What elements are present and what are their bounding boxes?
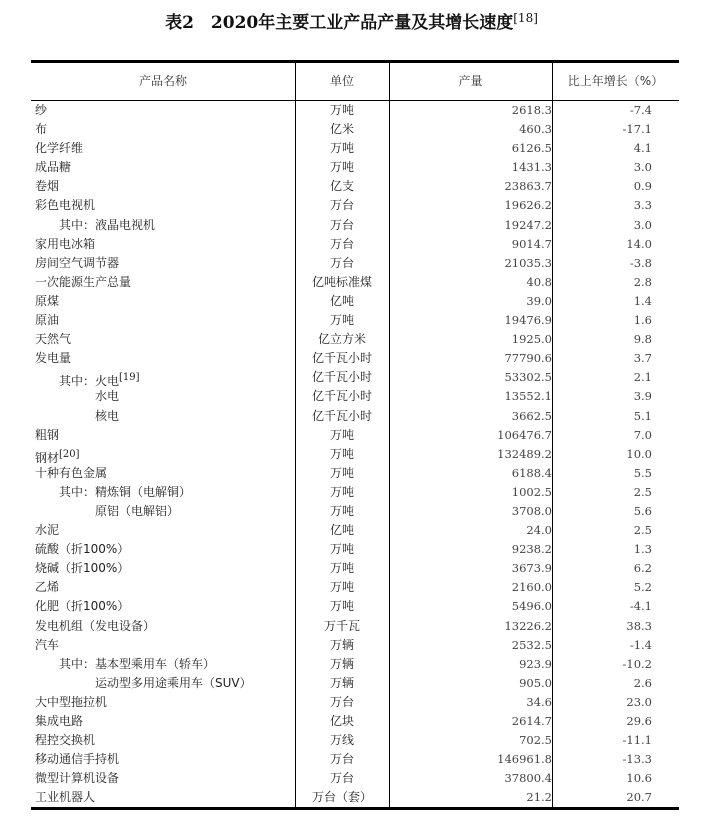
output-cell: 21035.3	[504, 255, 552, 270]
growth-cell: 2.1	[633, 370, 652, 385]
unit-cell: 万吨	[329, 542, 354, 557]
table-row	[31, 540, 679, 559]
product-name-cell	[35, 311, 59, 330]
product-name: 运动型多用途乘用车（SUV）	[95, 675, 252, 690]
output-cell: 6126.5	[511, 141, 552, 156]
output-cell: 2532.5	[511, 637, 552, 652]
growth-cell: -4.1	[629, 599, 652, 614]
unit-cell: 万吨	[329, 160, 354, 175]
table-row	[31, 674, 679, 693]
product-name-cell	[35, 426, 59, 445]
table-header	[31, 63, 679, 101]
growth-cell: -1.4	[629, 637, 652, 652]
growth-cell: 3.3	[633, 198, 652, 213]
product-name-cell	[95, 387, 119, 406]
product-name-cell	[35, 788, 95, 807]
growth-cell: -3.8	[629, 255, 652, 270]
growth-cell: 38.3	[626, 618, 652, 633]
product-name: 程控交换机	[35, 733, 96, 748]
unit-cell: 万台	[329, 236, 354, 251]
table-bottom-rule	[31, 807, 679, 810]
unit-cell: 万台（套）	[311, 790, 372, 805]
growth-cell: 4.1	[633, 141, 652, 156]
output-cell: 106476.7	[497, 427, 552, 442]
product-name-cell	[95, 407, 119, 426]
subitem-prefix: 其中：	[59, 656, 96, 671]
product-name: 原铝（电解铝）	[95, 503, 180, 518]
table-row	[31, 559, 679, 578]
unit-cell: 亿吨	[329, 523, 354, 538]
unit-cell: 万台	[329, 198, 354, 213]
table-row	[31, 426, 679, 445]
unit-cell: 万吨	[329, 427, 354, 442]
output-cell: 702.5	[519, 733, 552, 748]
table-row	[31, 502, 679, 521]
unit-cell: 亿吨	[329, 293, 354, 308]
unit-cell: 万吨	[329, 484, 354, 499]
unit-cell: 亿千瓦小时	[311, 351, 372, 366]
table-row	[31, 731, 679, 750]
output-cell: 53302.5	[504, 370, 552, 385]
unit-cell: 万吨	[329, 580, 354, 595]
product-name-cell	[59, 216, 155, 235]
product-name-cell	[35, 349, 71, 368]
product-name-cell	[35, 235, 95, 254]
unit-cell: 万辆	[329, 637, 354, 652]
table-row	[31, 483, 679, 502]
table-row	[31, 464, 679, 483]
table-title-text: 表2 2020年主要工业产品产量及其增长速度	[165, 13, 514, 33]
table-row	[31, 158, 679, 177]
footnote-ref[interactable]: [19]	[119, 372, 140, 384]
unit-cell: 亿立方米	[317, 332, 366, 347]
unit-cell: 万吨	[329, 313, 354, 328]
table-row	[31, 177, 679, 196]
header-output: 产量	[458, 74, 483, 88]
product-name: 精炼铜（电解铜）	[95, 484, 192, 499]
unit-cell: 万吨	[329, 561, 354, 576]
output-cell: 1002.5	[511, 484, 552, 499]
product-name: 钢材	[35, 450, 60, 465]
table-row	[31, 196, 679, 215]
output-cell: 37800.4	[504, 771, 552, 786]
growth-cell: 5.1	[633, 408, 652, 423]
output-cell: 6188.4	[511, 465, 552, 480]
growth-cell: 5.2	[633, 580, 652, 595]
product-name-cell	[35, 273, 131, 292]
growth-cell: 6.2	[633, 561, 652, 576]
output-cell: 923.9	[519, 656, 552, 671]
growth-cell: 23.0	[626, 694, 652, 709]
column-divider	[389, 63, 390, 808]
growth-cell: 2.6	[633, 675, 652, 690]
growth-cell: 9.8	[633, 332, 652, 347]
growth-cell: 14.0	[626, 236, 652, 251]
product-name: 液晶电视机	[95, 217, 156, 232]
output-cell: 77790.6	[504, 351, 552, 366]
unit-cell: 万辆	[329, 675, 354, 690]
product-name: 水电	[95, 389, 120, 404]
output-cell: 9014.7	[511, 236, 552, 251]
product-name-cell	[35, 712, 83, 731]
output-cell: 19476.9	[504, 313, 552, 328]
product-name-cell	[35, 158, 71, 177]
unit-cell: 亿吨标准煤	[311, 274, 372, 289]
product-name: 硫酸（折100%）	[35, 542, 130, 557]
output-cell: 19626.2	[504, 198, 552, 213]
output-cell: 24.0	[526, 523, 552, 538]
growth-cell: 1.6	[633, 313, 652, 328]
growth-cell: 7.0	[633, 427, 652, 442]
output-cell: 3673.9	[511, 561, 552, 576]
product-name: 彩色电视机	[35, 198, 96, 213]
product-name-cell	[35, 540, 129, 559]
product-name-cell	[35, 139, 83, 158]
unit-cell: 万吨	[329, 599, 354, 614]
column-divider	[552, 63, 553, 808]
table-row	[31, 330, 679, 349]
product-name-cell	[35, 196, 95, 215]
product-name: 工业机器人	[35, 790, 96, 805]
table-row	[31, 712, 679, 731]
growth-cell: 10.6	[626, 771, 652, 786]
growth-cell: 3.9	[633, 389, 652, 404]
output-cell: 40.8	[526, 274, 552, 289]
output-cell: 19247.2	[504, 217, 552, 232]
table-row	[31, 769, 679, 788]
title-footnote-ref[interactable]: [18]	[513, 11, 538, 25]
unit-cell: 亿米	[329, 122, 354, 137]
unit-cell: 亿千瓦小时	[311, 389, 372, 404]
product-name: 成品糖	[35, 160, 72, 175]
growth-cell: 0.9	[633, 179, 652, 194]
growth-cell: 2.5	[633, 484, 652, 499]
product-name-cell	[59, 483, 191, 502]
table-row	[31, 235, 679, 254]
product-name-cell	[35, 254, 119, 273]
table-row	[31, 292, 679, 311]
product-name-cell	[35, 330, 71, 349]
product-name-cell	[59, 655, 215, 674]
product-name: 布	[35, 122, 48, 137]
header-product-name: 产品名称	[138, 74, 187, 88]
unit-cell: 万线	[329, 733, 354, 748]
table-row	[31, 617, 679, 636]
output-cell: 2618.3	[511, 103, 552, 117]
unit-cell: 万吨	[329, 446, 354, 461]
output-cell: 5496.0	[511, 599, 552, 614]
unit-cell: 万吨	[329, 503, 354, 518]
growth-cell: 20.7	[626, 790, 652, 805]
output-cell: 1431.3	[511, 160, 552, 175]
column-divider	[295, 63, 296, 808]
unit-cell: 万吨	[329, 103, 354, 117]
unit-cell: 亿支	[329, 179, 354, 194]
product-name-cell	[35, 769, 119, 788]
table-row	[31, 254, 679, 273]
product-name: 发电机组（发电设备）	[35, 618, 156, 633]
table-row	[31, 273, 679, 292]
subitem-prefix: 其中：	[59, 217, 96, 232]
product-name-cell	[35, 101, 47, 120]
table-row	[31, 101, 679, 120]
output-cell: 1925.0	[511, 332, 552, 347]
table-row	[31, 521, 679, 540]
product-name: 原油	[35, 313, 60, 328]
output-cell: 39.0	[526, 293, 552, 308]
table-row	[31, 407, 679, 426]
growth-cell: -7.4	[629, 103, 652, 117]
output-cell: 13552.1	[504, 389, 552, 404]
table-row	[31, 693, 679, 712]
growth-cell: -10.2	[622, 656, 652, 671]
product-name: 家用电冰箱	[35, 236, 96, 251]
growth-cell: 3.0	[633, 217, 652, 232]
unit-cell: 万台	[329, 694, 354, 709]
output-cell: 34.6	[526, 694, 552, 709]
product-name: 水泥	[35, 523, 60, 538]
output-cell: 460.3	[519, 122, 552, 137]
product-name: 房间空气调节器	[35, 255, 120, 270]
product-name: 移动通信手持机	[35, 752, 120, 767]
growth-cell: 10.0	[626, 446, 652, 461]
output-cell: 3662.5	[511, 408, 552, 423]
output-cell: 9238.2	[511, 542, 552, 557]
production-table	[31, 60, 679, 810]
growth-cell: 3.0	[633, 160, 652, 175]
table-row	[31, 445, 679, 464]
table-row	[31, 750, 679, 769]
output-cell: 146961.8	[497, 752, 552, 767]
table-row	[31, 216, 679, 235]
table-row	[31, 788, 679, 807]
growth-cell: 29.6	[626, 714, 652, 728]
product-name: 原煤	[35, 293, 60, 308]
product-name: 乙烯	[35, 580, 60, 595]
product-name: 核电	[95, 408, 120, 423]
header-unit: 单位	[329, 74, 354, 88]
product-name-cell	[35, 521, 59, 540]
subitem-prefix: 其中：	[59, 374, 96, 389]
table-row	[31, 311, 679, 330]
unit-cell: 亿块	[329, 714, 354, 728]
growth-cell: -11.1	[622, 733, 652, 748]
output-cell: 21.2	[526, 790, 552, 805]
growth-cell: 1.4	[633, 293, 652, 308]
product-name: 化肥（折100%）	[35, 599, 130, 614]
output-cell: 2614.7	[511, 714, 552, 728]
product-name: 汽车	[35, 637, 60, 652]
growth-cell: 5.6	[633, 503, 652, 518]
growth-cell: -17.1	[622, 122, 652, 137]
product-name: 十种有色金属	[35, 465, 108, 480]
product-name-cell	[35, 120, 47, 139]
product-name: 化学纤维	[35, 141, 84, 156]
product-name: 基本型乘用车（轿车）	[95, 656, 216, 671]
table-row	[31, 349, 679, 368]
unit-cell: 万台	[329, 217, 354, 232]
growth-cell: 5.5	[633, 465, 652, 480]
product-name-cell	[95, 674, 252, 693]
product-name-cell	[35, 597, 129, 616]
subitem-prefix: 其中：	[59, 484, 96, 499]
product-name-cell	[95, 502, 179, 521]
product-name: 烧碱（折100%）	[35, 561, 130, 576]
unit-cell: 万吨	[329, 465, 354, 480]
table-row	[31, 139, 679, 158]
product-name-cell	[35, 693, 107, 712]
output-cell: 2160.0	[511, 580, 552, 595]
unit-cell: 万台	[329, 752, 354, 767]
table-row	[31, 578, 679, 597]
table-row	[31, 636, 679, 655]
product-name: 纱	[35, 103, 48, 117]
unit-cell: 万台	[329, 255, 354, 270]
product-name-cell	[35, 750, 119, 769]
product-name-cell	[35, 292, 59, 311]
growth-cell: 1.3	[633, 542, 652, 557]
product-name: 卷烟	[35, 179, 60, 194]
product-name: 集成电路	[35, 714, 84, 728]
product-name-cell	[35, 464, 107, 483]
output-cell: 905.0	[519, 675, 552, 690]
product-name: 粗钢	[35, 427, 60, 442]
product-name-cell	[35, 617, 155, 636]
product-name-cell	[35, 559, 129, 578]
product-name: 火电	[95, 374, 120, 389]
product-name-cell	[35, 177, 59, 196]
product-name: 发电量	[35, 351, 72, 366]
table-row	[31, 368, 679, 387]
table-row	[31, 387, 679, 406]
output-cell: 132489.2	[497, 446, 552, 461]
unit-cell: 万台	[329, 771, 354, 786]
output-cell: 3708.0	[511, 503, 552, 518]
unit-cell: 万辆	[329, 656, 354, 671]
unit-cell: 万吨	[329, 141, 354, 156]
unit-cell: 万千瓦	[323, 618, 360, 633]
product-name: 一次能源生产总量	[35, 274, 132, 289]
output-cell: 13226.2	[504, 618, 552, 633]
product-name: 天然气	[35, 332, 72, 347]
product-name-cell	[35, 636, 59, 655]
product-name: 大中型拖拉机	[35, 694, 108, 709]
growth-cell: 2.8	[633, 274, 652, 289]
table-title	[0, 8, 703, 33]
output-cell: 23863.7	[504, 179, 552, 194]
product-name-cell	[35, 731, 95, 750]
table-row	[31, 120, 679, 139]
unit-cell: 亿千瓦小时	[311, 370, 372, 385]
growth-cell: -13.3	[622, 752, 652, 767]
footnote-ref[interactable]: [20]	[59, 448, 80, 460]
unit-cell: 亿千瓦小时	[311, 408, 372, 423]
growth-cell: 3.7	[633, 351, 652, 366]
header-growth: 比上年增长（%）	[567, 74, 664, 88]
table-row	[31, 597, 679, 616]
table-body	[31, 101, 679, 807]
product-name: 微型计算机设备	[35, 771, 120, 786]
table-row	[31, 655, 679, 674]
product-name-cell	[35, 578, 59, 597]
growth-cell: 2.5	[633, 523, 652, 538]
